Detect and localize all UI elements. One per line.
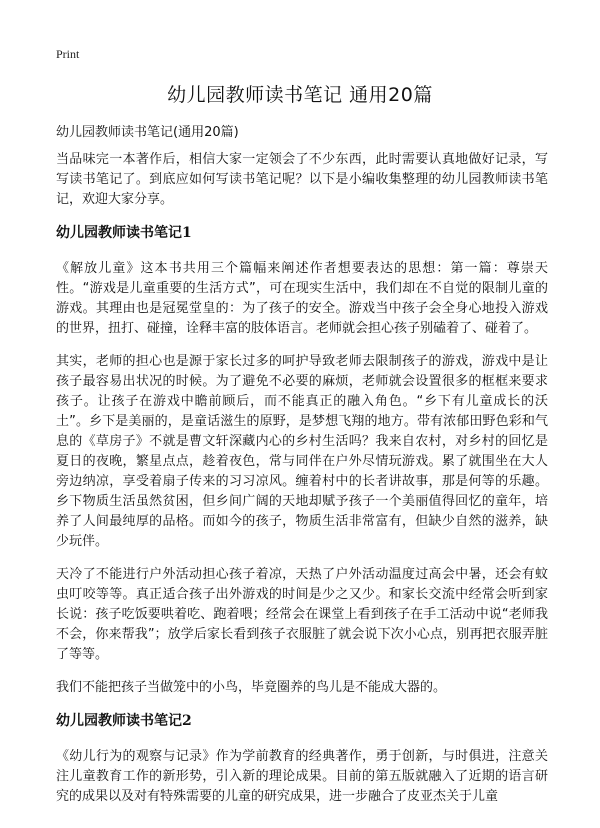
section1-paragraph-3: 天冷了不能进行户外活动担心孩子着凉，天热了户外活动温度过高会中暑，还会有蚊虫叮咬等等。真正适合孩子出外游戏的时间是少之又少。和家长交流中经常会听到家长说：孩子吃饭要哄着吃、跑着喂；经常会在课堂上看到孩子在手工活动中说“老师我不会，你来帮我”；放学后家长看到孩子衣服脏了就会说下次小心点，别再把衣服弄脏了等等。 [56, 567, 548, 662]
section1-paragraph-4: 我们不能把孩子当做笼中的小鸟，毕竟圈养的鸟儿是不能成大器的。 [56, 680, 447, 695]
section1-paragraph-2: 其实，老师的担心也是源于家长过多的呵护导致老师去限制孩子的游戏，游戏中是让孩子最容易出状况的时候。为了避免不必要的麻烦，老师就会设置很多的框框来要求孩子。让孩子在游戏中瞻前顾后，而不能真正的融入角色。“乡下有儿童成长的沃土”。乡下是美丽的，是童话滋生的原野，是梦想飞翔的地方。带有浓郁田野色彩和气息的《草房子》不就是曹文轩深藏内心的乡村生活吗？我来自农村，对乡村的回忆是夏日的夜晚，繁星点点，趁着夜色，常与同伴在户外尽情玩游戏。累了就围坐在大人旁边纳凉，享受着扇子传来的习习凉风。缠着村中的长者讲故事，那是何等的乐趣。乡下物质生活虽然贫困，但乡间广阔的天地却赋予孩子一个美丽值得回忆的童年，培养了人间最纯厚的品格。而如今的孩子，物质生活非常富有，但缺少自然的滋养，缺少玩伴。 [56, 354, 548, 549]
document-body [56, 150, 548, 820]
print-label[interactable]: Print [56, 47, 80, 61]
document-title: 幼儿园教师读书笔记 通用20篇 [167, 84, 433, 106]
section2-paragraph-1: 《幼儿行为的观察与记录》作为学前教育的经典著作，勇于创新，与时俱进，注意关注儿童教育工作的新形势，引入新的理论成果。目前的第五版就融入了近期的语言研究的成果以及对有特殊需要的儿童的研究成果，进一步融合了皮亚杰关于儿童 [56, 749, 548, 804]
section1-paragraph-1: 《解放儿童》这本书共用三个篇幅来阐述作者想要表达的思想：第一篇：尊崇天性。“游戏是儿童重要的生活方式”，可在现实生活中，我们却在不自觉的限制儿童的游戏。其理由也是冠冕堂皇的：为了孩子的安全。游戏当中孩子会全身心地投入游戏的世界，扭打、碰撞，诠释丰富的肢体语言。老师就会担心孩子别磕着了、碰着了。 [56, 261, 548, 336]
section-heading-1: 幼儿园教师读书笔记1 [56, 225, 192, 241]
intro-paragraph: 当品味完一本著作后，相信大家一定领会了不少东西，此时需要认真地做好记录，写写读书笔记了。到底应如何写读书笔记呢？以下是小编收集整理的幼儿园教师读书笔记，欢迎大家分享。 [56, 152, 548, 207]
section-heading-2: 幼儿园教师读书笔记2 [56, 713, 192, 729]
document-subtitle: 幼儿园教师读书笔记(通用20篇) [56, 125, 239, 140]
